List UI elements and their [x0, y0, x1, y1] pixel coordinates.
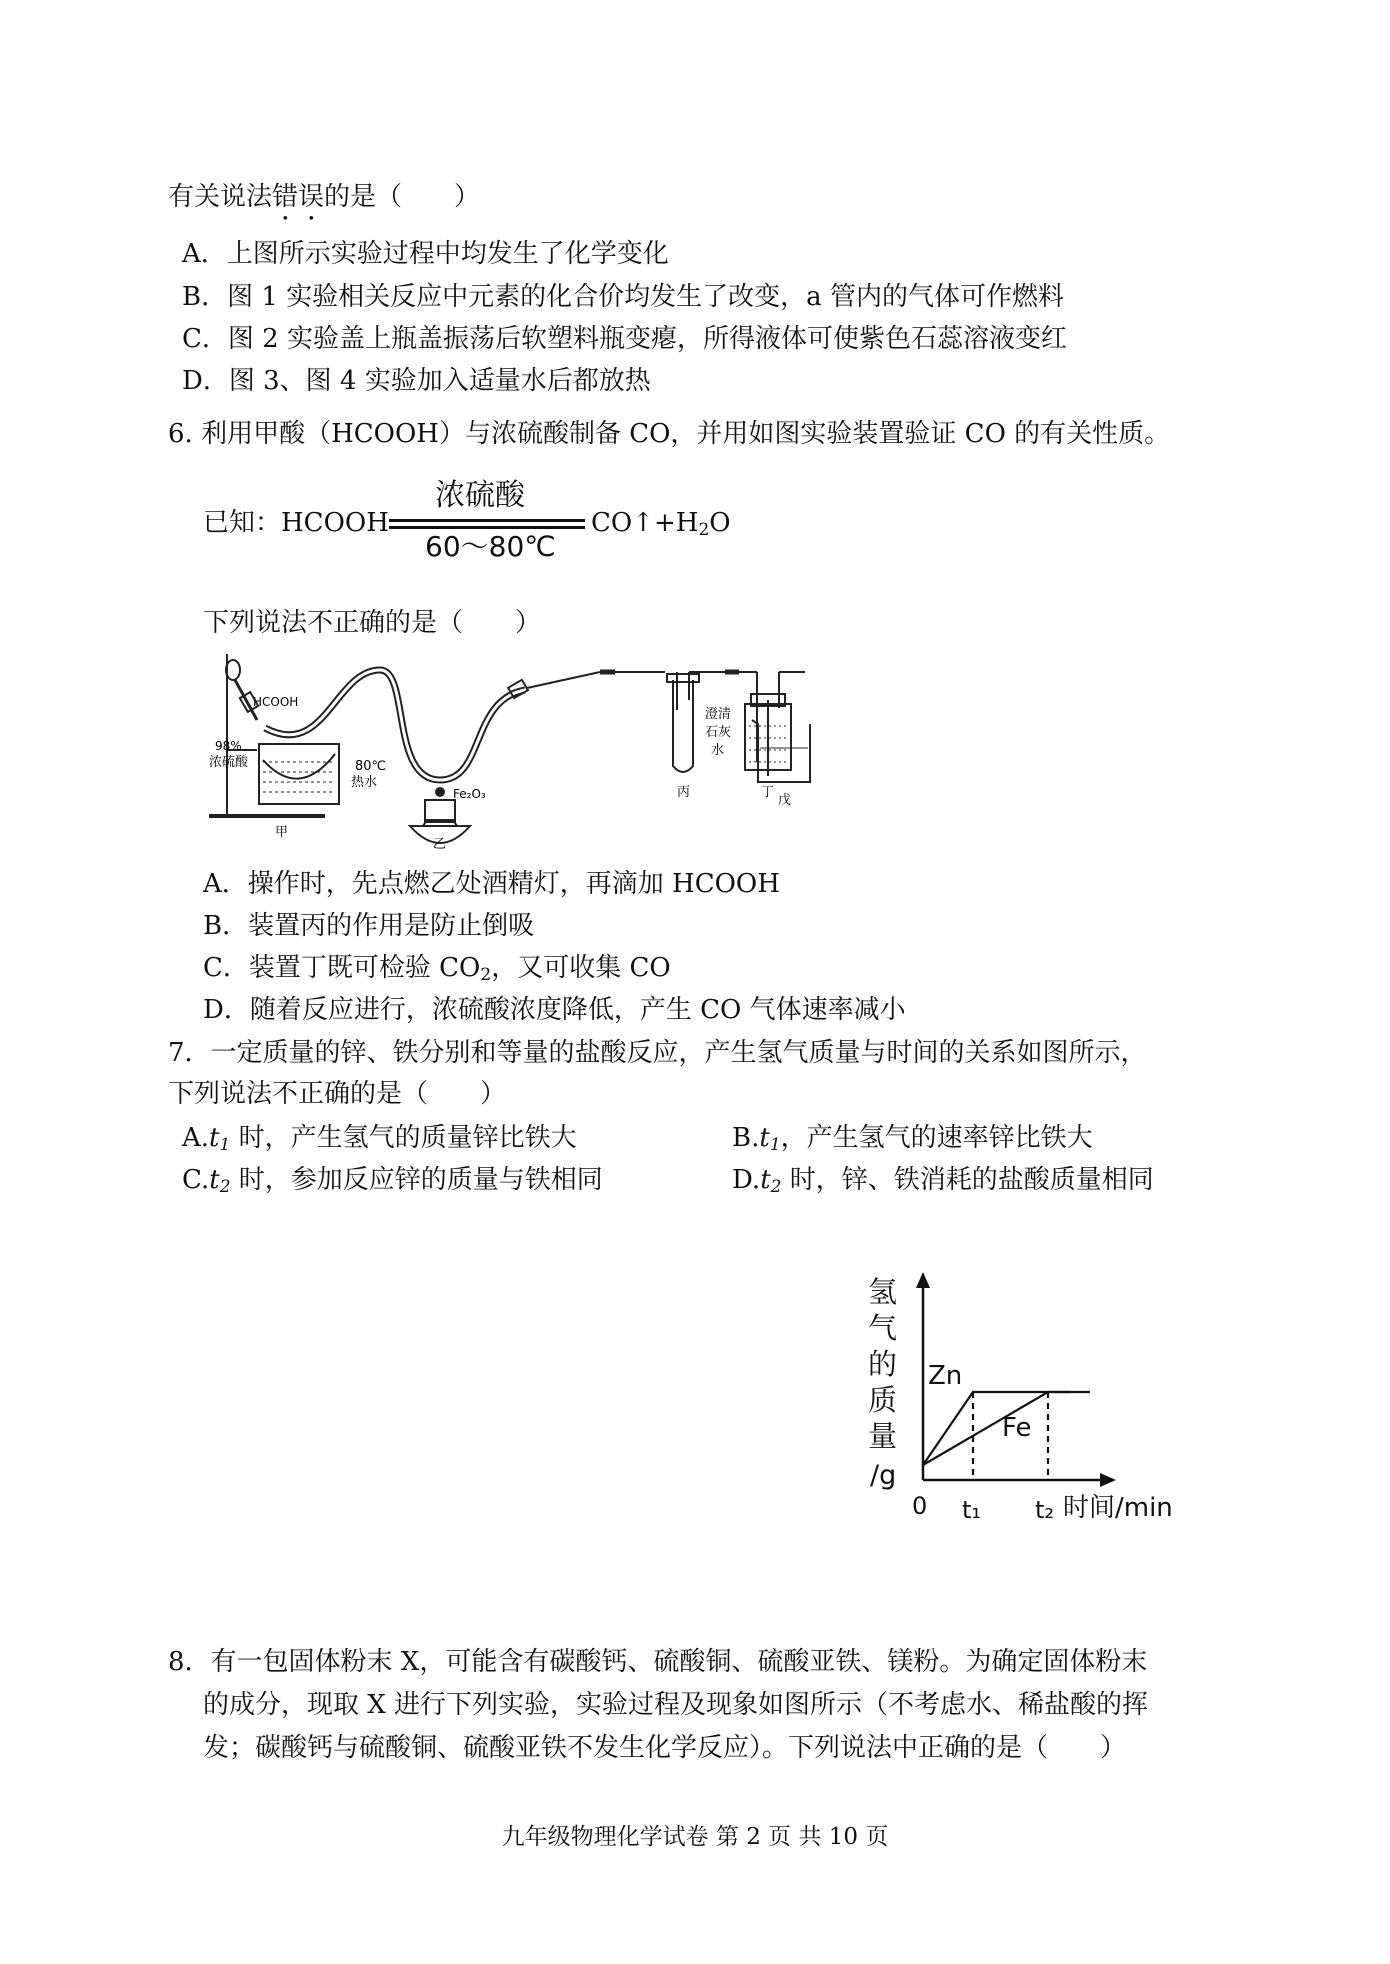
graph-ylabel-unit: /g: [870, 1460, 897, 1491]
q7-stem-line-1: 7．一定质量的锌、铁分别和等量的盐酸反应，产生氢气质量与时间的关系如图所示，: [168, 1038, 1147, 1068]
q6-eq-condition-top: 浓硫酸: [435, 478, 525, 513]
q7-a-sub: 1: [219, 1135, 231, 1155]
q7-stem-line-2: 下列说法不正确的是（ ）: [168, 1079, 507, 1109]
graph-t2-label: t₂: [1035, 1496, 1055, 1524]
q6-known-label: 已知：HCOOH: [203, 508, 389, 538]
connector-tube-1: [527, 672, 600, 688]
q7-c-pre: C.: [182, 1165, 210, 1195]
label-yi: 乙: [433, 837, 447, 850]
q6-apparatus-diagram: [205, 650, 805, 850]
q6-option-c-pre: C．装置丁既可检验 CO: [203, 953, 481, 983]
beaker-wu: [748, 700, 818, 810]
q6-question: 下列说法不正确的是（ ）: [203, 608, 542, 638]
graph-t1-label: t₁: [962, 1496, 982, 1524]
reaction-flask: [263, 754, 335, 779]
q6-eq-products-end: O: [709, 508, 731, 538]
q5-stem-post: 的是（ ）: [324, 182, 481, 212]
q6-option-b: B．装置丙的作用是防止倒吸: [203, 911, 535, 941]
q5-stem: [168, 180, 480, 227]
q7-hydrogen-mass-graph: [860, 1270, 1200, 1540]
q6-eq-bar-2: [389, 526, 585, 529]
q8-line-1: 8．有一包固体粉末 X，可能含有碳酸钙、硫酸铜、硫酸亚铁、镁粉。为确定固体粉末: [168, 1647, 1148, 1677]
graph-zn-label: Zn: [928, 1361, 963, 1391]
graph-origin-label: 0: [912, 1492, 928, 1520]
graph-fe-label: Fe: [1002, 1413, 1032, 1443]
q7-c-var: t: [209, 1165, 220, 1195]
q7-b-var: t: [759, 1123, 770, 1153]
graph-ylabel-3: 的: [868, 1347, 898, 1381]
label-wu: 戊: [778, 793, 792, 808]
q7-c-sub: 2: [219, 1177, 231, 1197]
q6-option-c-sub: 2: [480, 965, 492, 985]
q7-b-post: ，产生氢气的速率锌比铁大: [780, 1123, 1093, 1153]
q6-option-c-post: ，又可收集 CO: [491, 953, 671, 983]
lamp-chimney: [425, 800, 455, 822]
label-limewater-2: 石灰: [705, 725, 732, 740]
q8-line-2: 的成分，现取 X 进行下列实验，实验过程及现象如图所示（不考虑水、稀盐酸的挥: [203, 1690, 1149, 1720]
graph-ylabel-4: 质: [868, 1383, 898, 1417]
q6-option-a: A．操作时，先点燃乙处酒精灯，再滴加 HCOOH: [203, 869, 780, 899]
q8-line-3: 发；碳酸钙与硫酸铜、硫酸亚铁不发生化学反应）。下列说法中正确的是（ ）: [203, 1733, 1127, 1763]
q7-c-post: 时，参加反应锌的质量与铁相同: [230, 1165, 603, 1195]
label-limewater-1: 澄清: [705, 707, 732, 722]
q5-stem-emphasis: 错误: [272, 182, 325, 212]
q7-a-post: 时，产生氢气的质量锌比铁大: [230, 1123, 577, 1153]
q5-option-c: C．图 2 实验盖上瓶盖振荡后软塑料瓶变瘪，所得液体可使紫色石蕊溶液变红: [182, 324, 1067, 354]
label-jia: 甲: [275, 825, 289, 840]
label-acid-name: 浓硫酸: [209, 755, 249, 770]
q7-a-pre: A.: [182, 1123, 210, 1153]
q6-option-c: [203, 951, 671, 985]
graph-y-arrow: [916, 1272, 930, 1288]
q7-d-sub: 2: [770, 1177, 782, 1197]
q6-eq-products: [591, 506, 731, 540]
q7-option-d: [732, 1163, 1154, 1197]
label-hcooh: HCOOH: [253, 695, 299, 709]
q7-option-a: [182, 1121, 577, 1155]
q7-d-pre: D.: [732, 1165, 761, 1195]
q5-option-b: B．图 1 实验相关反应中元素的化合价均发生了改变，a 管内的气体可作燃料: [182, 282, 1064, 312]
graph-x-arrow: [1100, 1473, 1116, 1487]
q5-option-a: A．上图所示实验过程中均发生了化学变化: [182, 239, 669, 269]
q7-d-post: 时，锌、铁消耗的盐酸质量相同: [781, 1165, 1154, 1195]
q5-option-d: D．图 3、图 4 实验加入适量水后都放热: [182, 366, 651, 396]
q6-eq-condition-bottom: 60～80℃: [425, 530, 556, 563]
label-water-name: 热水: [351, 775, 378, 790]
page-footer: 九年级物理化学试卷 第 2 页 共 10 页: [501, 1824, 889, 1850]
q7-d-var: t: [760, 1165, 771, 1195]
label-water-temp: 80℃: [355, 759, 387, 774]
beaker-body: [752, 720, 810, 782]
q7-b-sub: 1: [769, 1135, 781, 1155]
q6-eq-products-sub: 2: [698, 520, 710, 540]
q5-stem-pre: 有关说法: [168, 182, 273, 212]
q7-a-var: t: [209, 1123, 220, 1153]
funnel-stopper: [226, 660, 240, 680]
q6-option-d: D．随着反应进行，浓硫酸浓度降低，产生 CO 气体速率减小: [203, 995, 906, 1025]
label-ding: 丁: [761, 785, 775, 800]
q7-b-pre: B.: [732, 1123, 760, 1153]
q6-stem: 6. 利用甲酸（HCOOH）与浓硫酸制备 CO，并用如图实验装置验证 CO 的有关性质。: [168, 419, 1171, 449]
label-fe2o3: Fe₂O₃: [453, 787, 486, 801]
fe2o3-powder: [436, 788, 444, 796]
q7-option-c: [182, 1163, 603, 1197]
q6-eq-products-main: CO↑+H: [591, 508, 699, 538]
label-limewater-3: 水: [711, 743, 725, 758]
test-tube-bing-stopper: [667, 674, 699, 682]
q6-known-equation: [203, 478, 763, 568]
graph-ylabel-1: 氢: [868, 1275, 898, 1309]
graph-xlabel: 时间/min: [1063, 1493, 1173, 1523]
graph-ylabel-5: 量: [868, 1419, 898, 1453]
water-bath: [259, 744, 339, 804]
glass-tube-inner: [265, 670, 525, 780]
q7-option-b: [732, 1121, 1093, 1155]
label-acid-pct: 98%: [215, 739, 242, 753]
label-bing: 丙: [677, 785, 691, 800]
graph-ylabel-2: 气: [868, 1311, 898, 1345]
q6-eq-bar: [389, 519, 585, 522]
